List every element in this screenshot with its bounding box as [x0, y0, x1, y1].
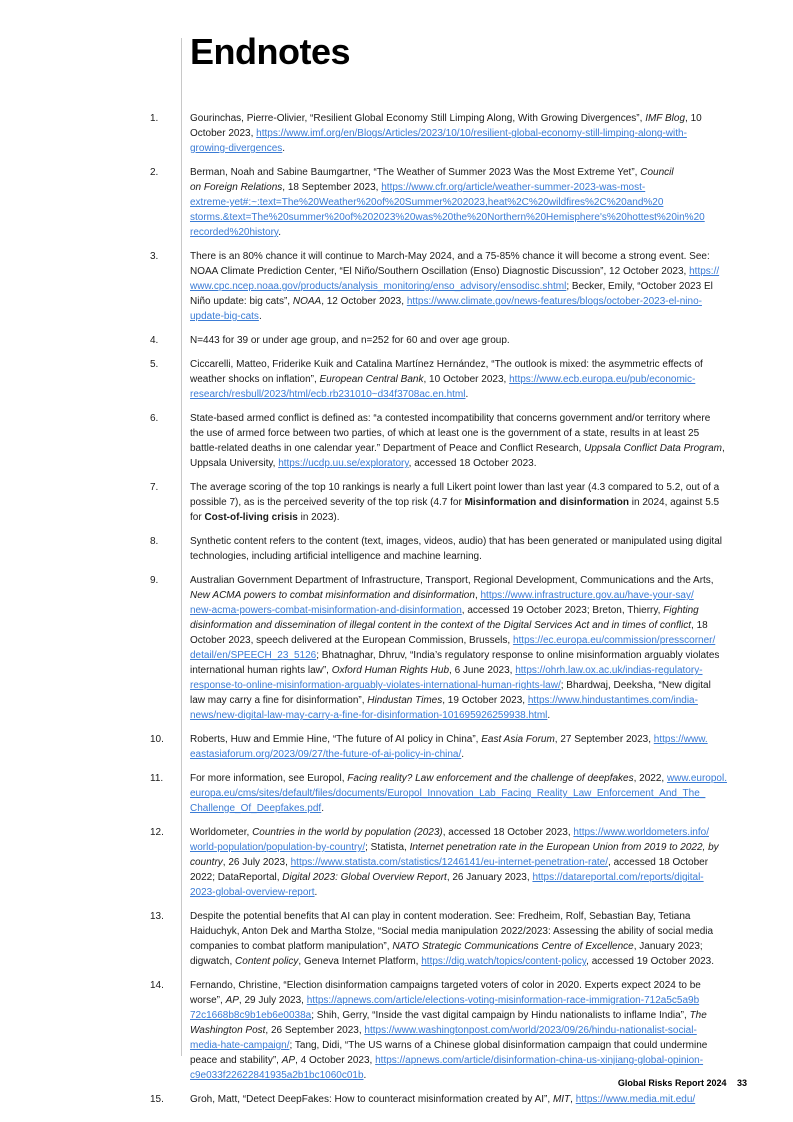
- reference-link[interactable]: https://www.: [653, 734, 708, 745]
- reference-link[interactable]: www.europol.: [666, 773, 727, 784]
- endnote-item: [0, 249, 793, 324]
- endnote-line: [190, 603, 742, 618]
- endnote-line: [190, 309, 742, 324]
- text-segment: in 2023).: [297, 512, 340, 523]
- endnote-item: [0, 909, 793, 969]
- text-segment: The average scoring of the top 10 rankings is nearly a full Likert point lower than last year (4.3 compared to 5.2, out of a: [190, 482, 720, 493]
- text-segment: in 2024, against 5.5: [629, 497, 720, 508]
- text-segment: ; Shih, Gerry, “Inside the vast digital campaign by Hindu nationalists to inflame India”,: [311, 1010, 690, 1021]
- source-title: Fighting: [663, 605, 699, 616]
- reference-link[interactable]: https://apnews.com/article/elections-voting-misinformation-race-immigration-712a5c5a9b: [306, 995, 700, 1006]
- endnote-line: [190, 480, 742, 495]
- source-title: NATO Strategic Communications Centre of Excellence: [392, 941, 634, 952]
- source-title: MIT: [552, 1094, 571, 1105]
- endnote-number: 4.: [150, 335, 159, 346]
- endnote-line: [190, 441, 742, 456]
- endnote-line: [190, 747, 742, 762]
- footer-page-number: 33: [736, 1078, 747, 1088]
- endnote-line: [190, 633, 742, 648]
- emphasis-text: Misinformation and disinformation: [464, 497, 630, 508]
- reference-link[interactable]: eastasiaforum.org/2023/09/27/the-future-of-ai-policy-in-china/: [190, 749, 462, 760]
- endnote-item: [0, 165, 793, 240]
- endnote-text: [190, 480, 742, 525]
- endnote-line: [190, 333, 742, 348]
- text-segment: , accessed 18 October 2023,: [442, 827, 574, 838]
- text-segment: for: [190, 512, 205, 523]
- text-segment: State-based armed conflict is defined as: “a contested incompatibility that concerns government and/or territory where: [190, 413, 711, 424]
- endnote-number: 14.: [150, 980, 164, 991]
- reference-link[interactable]: storms.&text=The%20summer%20of%202023%20was%20the%20Northern%20Hemisphere's%20hottest%20in%20: [190, 212, 705, 223]
- endnote-text: [190, 534, 742, 564]
- reference-link[interactable]: new-acma-powers-combat-misinformation-and-disinformation: [190, 605, 462, 616]
- endnote-line: [190, 993, 742, 1008]
- endnote-text: [190, 411, 742, 471]
- text-segment: international human rights law”,: [190, 665, 332, 676]
- endnote-line: [190, 825, 742, 840]
- reference-link[interactable]: https://apnews.com/article/disinformation-china-us-xinjiang-global-opinion-: [375, 1055, 704, 1066]
- source-title: Council: [640, 167, 674, 178]
- text-segment: , 26 September 2023,: [265, 1025, 365, 1036]
- endnote-item: [0, 771, 793, 816]
- text-segment: October 2023, speech delivered at the European Commission, Brussels,: [190, 635, 513, 646]
- reference-link[interactable]: https://www.imf.org/en/Blogs/Articles/2023/10/10/resilient-global-economy-still-limping-along-with-: [256, 128, 687, 139]
- text-segment: Despite the potential benefits that AI can play in content moderation. See: Fredheim, Rolf, Sebastian Bay, Tetiana: [190, 911, 691, 922]
- endnote-text: [190, 165, 742, 240]
- source-title: Facing reality? Law enforcement and the challenge of deepfakes: [347, 773, 634, 784]
- endnote-line: [190, 954, 742, 969]
- reference-link[interactable]: https://dig.watch/topics/content-policy: [421, 956, 587, 967]
- text-segment: , Geneva Internet Platform,: [298, 956, 422, 967]
- endnote-text: [190, 249, 742, 324]
- source-title: New ACMA powers to combat misinformation and disinformation: [190, 590, 475, 601]
- endnote-number: 10.: [150, 734, 164, 745]
- text-segment: battle-related deaths in one calendar year.” Department of Peace and Conflict Research,: [190, 443, 585, 454]
- page-title: Endnotes: [190, 31, 351, 72]
- endnote-text: [190, 909, 742, 969]
- text-segment: Australian Government Department of Infrastructure, Transport, Regional Development, Communications and the Arts,: [190, 575, 714, 586]
- reference-link[interactable]: research/resbull/2023/html/ecb.rb231010~d34f3708ac.en.html: [190, 389, 466, 400]
- reference-link[interactable]: https://www.infrastructure.gov.au/have-your-say/: [480, 590, 694, 601]
- source-title: Washington Post: [190, 1025, 266, 1036]
- source-title: on Foreign Relations: [190, 182, 283, 193]
- reference-link[interactable]: Challenge_Of_Deepfakes.pdf: [190, 803, 322, 814]
- endnote-item: [0, 732, 793, 762]
- source-title: The: [689, 1010, 707, 1021]
- reference-link[interactable]: world-population/population-by-country/: [190, 842, 366, 853]
- endnote-line: [190, 426, 742, 441]
- text-segment: , 18: [691, 620, 708, 631]
- text-segment: Fernando, Christine, “Election disinformation campaigns targeted voters of color in 2020. Experts expect 2024 to be: [190, 980, 701, 991]
- endnote-line: [190, 801, 742, 816]
- endnote-number: 8.: [150, 536, 159, 547]
- reference-link[interactable]: news/new-digital-law-may-carry-a-fine-for-disinformation-101695926259938.html: [190, 710, 548, 721]
- endnote-number: 3.: [150, 251, 159, 262]
- text-segment: ; Bhardwaj, Deeksha, “New digital: [560, 680, 711, 691]
- text-segment: Berman, Noah and Sabine Baumgartner, “The Weather of Summer 2023 Was the Most Extreme Yet”,: [190, 167, 641, 178]
- text-segment: technologies, including artificial intelligence and machine learning.: [190, 551, 482, 562]
- text-segment: the use of armed force between two parties, of which at least one is the government of a state, results in at least 25: [190, 428, 700, 439]
- reference-link[interactable]: update-big-cats: [190, 311, 259, 322]
- text-segment: companies to combat platform manipulation”,: [190, 941, 393, 952]
- endnote-line: [190, 387, 742, 402]
- text-segment: .: [363, 1070, 367, 1081]
- endnote-text: [190, 573, 742, 723]
- endnote-text: [190, 771, 742, 816]
- endnote-line: [190, 588, 742, 603]
- endnote-item: [0, 111, 793, 156]
- text-segment: weather shocks on inflation”,: [190, 374, 320, 385]
- endnote-line: [190, 1053, 742, 1068]
- source-title: NOAA: [292, 296, 322, 307]
- reference-link[interactable]: https://www.worldometers.info/: [573, 827, 709, 838]
- endnote-number: 15.: [150, 1094, 164, 1105]
- endnote-line: [190, 126, 742, 141]
- endnote-item: [0, 333, 793, 348]
- endnote-line: [190, 111, 742, 126]
- endnote-item: [0, 825, 793, 900]
- endnote-line: [190, 411, 742, 426]
- endnote-item: [0, 480, 793, 525]
- endnote-item: [0, 411, 793, 471]
- text-segment: ; Statista,: [365, 842, 410, 853]
- reference-link[interactable]: 2023-global-overview-report: [190, 887, 315, 898]
- source-title: Hindustan Times: [367, 695, 443, 706]
- endnote-line: [190, 1008, 742, 1023]
- text-segment: , 27 September 2023,: [554, 734, 654, 745]
- source-title: disinformation and dissemination of illegal content in the context of the Digital Services Act and in times of conflict: [190, 620, 692, 631]
- text-segment: 2022; DataReportal,: [190, 872, 283, 883]
- source-title: AP: [225, 995, 239, 1006]
- reference-link[interactable]: https://datareportal.com/reports/digital-: [532, 872, 704, 883]
- text-segment: There is an 80% chance it will continue to March-May 2024, and a 75-85% chance it will become a strong event. See:: [190, 251, 710, 262]
- endnote-number: 1.: [150, 113, 159, 124]
- text-segment: , accessed 18 October 2023.: [408, 458, 537, 469]
- text-segment: , accessed 19 October 2023; Breton, Thierry,: [461, 605, 664, 616]
- reference-link[interactable]: https://: [689, 266, 720, 277]
- endnote-line: [190, 294, 742, 309]
- endnote-text: [190, 978, 742, 1083]
- text-segment: .: [465, 389, 469, 400]
- text-segment: .: [278, 227, 281, 238]
- endnote-line: [190, 573, 742, 588]
- text-segment: NOAA Climate Prediction Center, “El Niño/Southern Oscillation (Enso) Diagnostic Discussion”, 12 October 2023,: [190, 266, 690, 277]
- endnote-line: [190, 210, 742, 225]
- endnote-line: [190, 678, 742, 693]
- endnote-number: 9.: [150, 575, 159, 586]
- endnote-text: [190, 111, 742, 156]
- reference-link[interactable]: response-to-online-misinformation-arguably-violates-international-human-rights-law/: [190, 680, 561, 691]
- endnote-line: [190, 732, 742, 747]
- text-segment: , 6 June 2023,: [449, 665, 516, 676]
- endnote-line: [190, 939, 742, 954]
- text-segment: digwatch,: [190, 956, 236, 967]
- endnote-number: 7.: [150, 482, 159, 493]
- endnote-number: 6.: [150, 413, 159, 424]
- endnote-number: 13.: [150, 911, 164, 922]
- text-segment: , 2022,: [633, 773, 667, 784]
- endnote-line: [190, 663, 742, 678]
- endnote-line: [190, 618, 742, 633]
- endnote-line: [190, 249, 742, 264]
- text-segment: , 10: [685, 113, 702, 124]
- emphasis-text: Cost-of-living crisis: [204, 512, 298, 523]
- source-title: East Asia Forum: [481, 734, 555, 745]
- endnote-line: [190, 195, 742, 210]
- endnote-text: [190, 732, 742, 762]
- endnote-text: [190, 825, 742, 900]
- text-segment: ; Becker, Emily, “October 2023 El: [566, 281, 713, 292]
- text-segment: , accessed 19 October 2023.: [586, 956, 715, 967]
- text-segment: possible 7), as is the perceived severity of the top risk (4.7 for: [190, 497, 465, 508]
- reference-link[interactable]: extreme-yet#:~:text=The%20Weather%20of%20Summer%202023,heat%2C%20wildfires%2C%20and%20: [190, 197, 664, 208]
- endnote-line: [190, 495, 742, 510]
- text-segment: , 26 January 2023,: [446, 872, 533, 883]
- reference-link[interactable]: https://www.climate.gov/news-features/blogs/october-2023-el-nino-: [406, 296, 702, 307]
- text-segment: Groh, Matt, “Detect DeepFakes: How to counteract misinformation created by AI”,: [190, 1094, 553, 1105]
- text-segment: October 2023,: [190, 128, 257, 139]
- endnote-line: [190, 1023, 742, 1038]
- endnote-line: [190, 279, 742, 294]
- endnotes-list: [0, 111, 793, 1116]
- text-segment: ,: [570, 1094, 576, 1105]
- endnote-line: [190, 708, 742, 723]
- source-title: Internet penetration rate in the European Union from 2019 to 2022, by: [409, 842, 719, 853]
- text-segment: , 10 October 2023,: [423, 374, 510, 385]
- endnote-line: [190, 840, 742, 855]
- reference-link[interactable]: 72c1668b8c9b1eb6e0038a: [190, 1010, 312, 1021]
- text-segment: Uppsala University,: [190, 458, 279, 469]
- text-segment: .: [258, 311, 262, 322]
- endnote-line: [190, 771, 742, 786]
- endnote-text: [190, 357, 742, 402]
- endnote-line: [190, 165, 742, 180]
- reference-link[interactable]: https://www.media.mit.edu/: [575, 1094, 696, 1105]
- endnote-line: [190, 1038, 742, 1053]
- endnote-line: [190, 693, 742, 708]
- endnote-line: [190, 510, 742, 525]
- source-title: Content policy: [235, 956, 299, 967]
- text-segment: N=443 for 39 or under age group, and n=252 for 60 and over age group.: [190, 335, 510, 346]
- endnote-line: [190, 264, 742, 279]
- endnote-line: [190, 141, 742, 156]
- source-title: IMF Blog: [645, 113, 686, 124]
- text-segment: Haiduchyk, Anton Dek and Martha Stolze, “Social media manipulation 2022/2023: Assessing the ability of social media: [190, 926, 714, 937]
- text-segment: ,: [721, 443, 725, 454]
- text-segment: .: [282, 143, 286, 154]
- text-segment: , 26 July 2023,: [222, 857, 291, 868]
- reference-link[interactable]: https://www.cfr.org/article/weather-summer-2023-was-most-: [381, 182, 646, 193]
- endnote-line: [190, 534, 742, 549]
- reference-link[interactable]: https://ec.europa.eu/commission/presscorner/: [512, 635, 716, 646]
- endnote-item: [0, 978, 793, 1083]
- endnote-line: [190, 924, 742, 939]
- reference-link[interactable]: europa.eu/cms/sites/default/files/documents/Europol_Innovation_Lab_Facing_Reality_Law_Enforcement_And_The_: [190, 788, 706, 799]
- text-segment: Roberts, Huw and Emmie Hine, “The future of AI policy in China”,: [190, 734, 482, 745]
- endnote-line: [190, 648, 742, 663]
- source-title: European Central Bank: [319, 374, 424, 385]
- reference-link[interactable]: https://www.statista.com/statistics/1246141/eu-internet-penetration-rate/: [290, 857, 609, 868]
- text-segment: law may carry a fine for disinformation”,: [190, 695, 368, 706]
- endnote-item: [0, 573, 793, 723]
- text-segment: Ciccarelli, Matteo, Friderike Kuik and Catalina Martínez Hernández, “The outlook is mixed: the asymmetric effects of: [190, 359, 703, 370]
- endnote-line: [190, 372, 742, 387]
- endnote-line: [190, 870, 742, 885]
- text-segment: Synthetic content refers to the content (text, images, videos, audio) that has been generated or manipulated using digital: [190, 536, 722, 547]
- endnote-item: [0, 1092, 793, 1107]
- reference-link[interactable]: https://ucdp.uu.se/exploratory: [278, 458, 409, 469]
- endnote-number: 2.: [150, 167, 159, 178]
- endnote-number: 12.: [150, 827, 164, 838]
- endnote-line: [190, 456, 742, 471]
- endnote-line: [190, 909, 742, 924]
- text-segment: ; Tang, Didi, “The US warns of a Chinese global disinformation campaign that could undermine: [289, 1040, 708, 1051]
- page-footer: [610, 1078, 747, 1088]
- text-segment: ,: [474, 590, 481, 601]
- endnote-line: [190, 885, 742, 900]
- reference-link[interactable]: recorded%20history: [190, 227, 279, 238]
- endnote-number: 5.: [150, 359, 159, 370]
- reference-link[interactable]: https://www.ecb.europa.eu/pub/economic-: [509, 374, 696, 385]
- reference-link[interactable]: www.cpc.ncep.noaa.gov/products/analysis_monitoring/enso_advisory/ensodisc.shtml: [190, 281, 567, 292]
- reference-link[interactable]: https://www.washingtonpost.com/world/2023/09/26/hindu-nationalist-social-: [364, 1025, 697, 1036]
- text-segment: , 29 July 2023,: [238, 995, 307, 1006]
- endnote-line: [190, 225, 742, 240]
- reference-link[interactable]: growing-divergences: [190, 143, 283, 154]
- source-title: Uppsala Conflict Data Program: [584, 443, 722, 454]
- text-segment: , 4 October 2023,: [295, 1055, 376, 1066]
- endnote-text: [190, 333, 742, 348]
- text-segment: ; Bhatnaghar, Dhruv, “India’s regulatory response to online misinformation arguably violates: [316, 650, 720, 661]
- text-segment: .: [314, 887, 318, 898]
- endnote-item: [0, 534, 793, 564]
- endnote-line: [190, 978, 742, 993]
- source-title: country: [190, 857, 223, 868]
- text-segment: , 12 October 2023,: [321, 296, 407, 307]
- endnote-item: [0, 357, 793, 402]
- text-segment: .: [321, 803, 324, 814]
- text-segment: , 19 October 2023,: [442, 695, 528, 706]
- reference-link[interactable]: c9e033f22622841935a2b1bc1060c01b: [190, 1070, 364, 1081]
- endnote-number: 11.: [150, 773, 164, 784]
- text-segment: , 18 September 2023,: [282, 182, 382, 193]
- text-segment: Gourinchas, Pierre-Olivier, “Resilient Global Economy Still Limping Along, With Growing Divergences”,: [190, 113, 646, 124]
- text-segment: , January 2023;: [633, 941, 703, 952]
- footer-report-title: Global Risks Report 2024: [617, 1078, 727, 1088]
- text-segment: For more information, see Europol,: [190, 773, 348, 784]
- endnote-line: [190, 1092, 742, 1107]
- text-segment: Niño update: big cats”,: [190, 296, 293, 307]
- source-title: Countries in the world by population (2023): [252, 827, 443, 838]
- endnote-line: [190, 180, 742, 195]
- endnote-line: [190, 549, 742, 564]
- text-segment: .: [461, 749, 465, 760]
- reference-link[interactable]: media-hate-campaign/: [190, 1040, 290, 1051]
- endnote-line: [190, 786, 742, 801]
- endnote-text: [190, 1092, 742, 1107]
- endnote-line: [190, 855, 742, 870]
- text-segment: worse”,: [190, 995, 226, 1006]
- reference-link[interactable]: https://www.hindustantimes.com/india-: [527, 695, 698, 706]
- source-title: Digital 2023: Global Overview Report: [282, 872, 447, 883]
- source-title: AP: [281, 1055, 296, 1066]
- text-segment: , accessed 18 October: [608, 857, 709, 868]
- text-segment: peace and stability”,: [190, 1055, 282, 1066]
- source-title: Oxford Human Rights Hub: [331, 665, 450, 676]
- text-segment: .: [547, 710, 551, 721]
- endnote-line: [190, 357, 742, 372]
- text-segment: Worldometer,: [190, 827, 253, 838]
- reference-link[interactable]: detail/en/SPEECH_23_5126: [190, 650, 317, 661]
- reference-link[interactable]: https://ohrh.law.ox.ac.uk/indias-regulatory-: [515, 665, 703, 676]
